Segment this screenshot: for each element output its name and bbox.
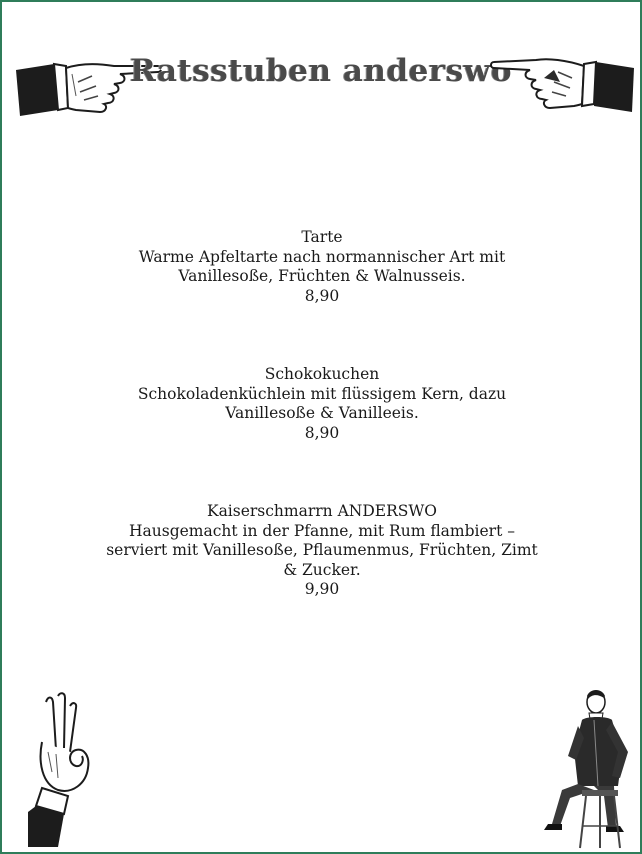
item-description-line: Vanillesoße & Vanilleeis. (225, 404, 419, 422)
restaurant-title-text: Ratsstuben anderswo (129, 53, 513, 89)
item-description-line: serviert mit Vanillesoße, Pflaumenmus, Früchten, Zimt (106, 541, 538, 559)
item-price: 8,90 (304, 286, 340, 305)
item-description-line: Schokoladenküchlein mit flüssigem Kern, dazu (137, 384, 507, 403)
item-description-line: & Zucker. (283, 560, 361, 579)
item-price: 8,90 (304, 423, 340, 442)
item-description-line: Warme Apfeltarte nach normannischer Art mit (138, 247, 506, 266)
item-price: 9,90 (304, 580, 340, 598)
dessert-menu (62, 228, 582, 659)
item-description-line: Hausgemacht in der Pfanne, mit Rum flambiert – (129, 521, 515, 540)
item-name: Tarte (301, 228, 343, 246)
item-name: Schokokuchen (264, 365, 380, 383)
sitting-gentleman-illustration (542, 686, 638, 852)
menu-item-kaiserschmarrn (62, 502, 582, 600)
item-description-line: Vanillesoße, Früchten & Walnusseis. (178, 267, 466, 285)
menu-item-schokokuchen (62, 365, 582, 443)
ok-hand-icon (28, 692, 98, 847)
header (2, 42, 640, 122)
pointing-hand-left-icon (488, 48, 636, 118)
menu-item-tarte (62, 228, 582, 306)
item-name: Kaiserschmarrn ANDERSWO (206, 502, 438, 520)
